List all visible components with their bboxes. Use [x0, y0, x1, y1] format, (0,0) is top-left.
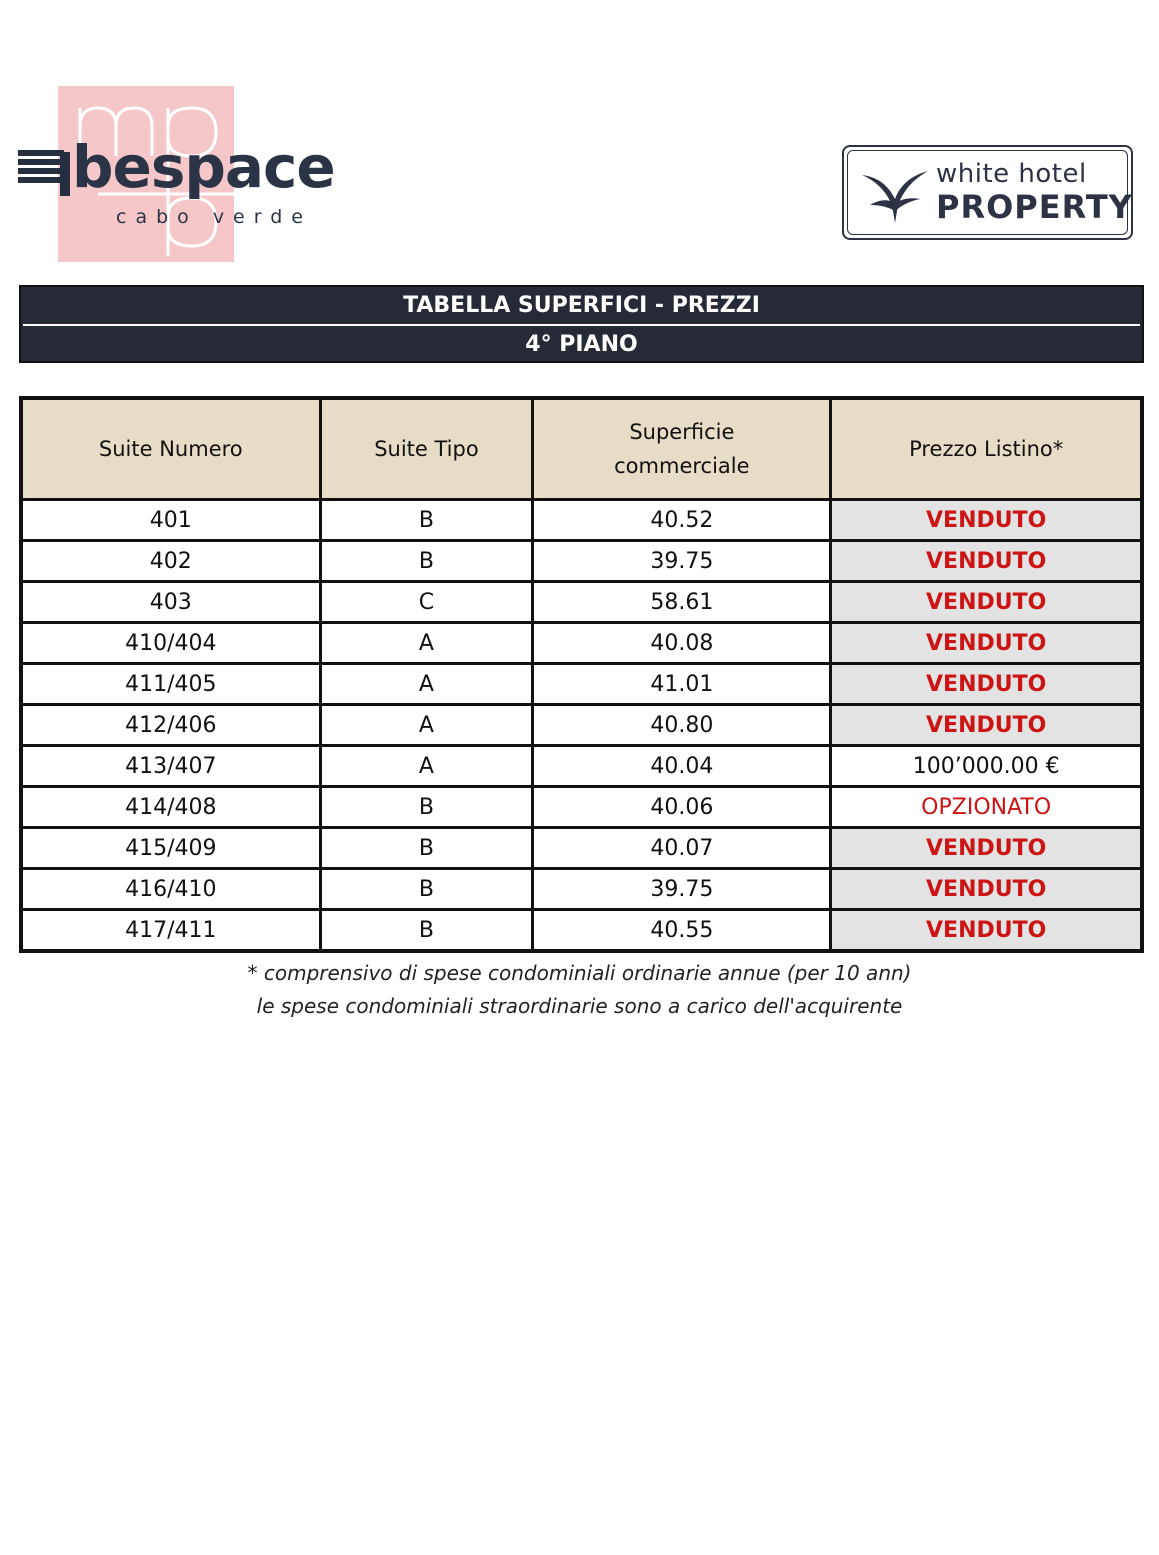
cell-suite-numero: 410/404 [21, 623, 320, 664]
header-prezzo-listino: Prezzo Listino* [831, 398, 1142, 500]
bespace-wordmark: bespace [72, 133, 335, 201]
bespace-tagline: cabo verde [116, 206, 312, 228]
cell-prezzo-listino: VENDUTO [831, 541, 1142, 582]
cell-suite-tipo: C [320, 582, 533, 623]
price-table [19, 396, 1144, 953]
cell-superficie: 40.80 [533, 705, 831, 746]
floor-title: 4° PIANO [525, 332, 638, 357]
cell-superficie: 40.06 [533, 787, 831, 828]
cell-suite-numero: 402 [21, 541, 320, 582]
cell-prezzo-listino: VENDUTO [831, 869, 1142, 910]
cell-suite-numero: 411/405 [21, 664, 320, 705]
table-body [21, 500, 1142, 952]
header-suite-numero: Suite Numero [21, 398, 320, 500]
table-row [21, 500, 1142, 541]
table-row [21, 623, 1142, 664]
cell-superficie: 58.61 [533, 582, 831, 623]
cell-superficie: 39.75 [533, 869, 831, 910]
cell-suite-numero: 403 [21, 582, 320, 623]
cell-prezzo-listino: OPZIONATO [831, 787, 1142, 828]
header-suite-tipo: Suite Tipo [320, 398, 533, 500]
cell-superficie: 40.04 [533, 746, 831, 787]
cell-suite-tipo: B [320, 500, 533, 541]
table-row [21, 705, 1142, 746]
header-superficie-line1: Superficie [629, 420, 735, 444]
table-row [21, 910, 1142, 952]
cell-suite-tipo: B [320, 910, 533, 952]
cell-suite-tipo: B [320, 869, 533, 910]
table-header-row [21, 398, 1142, 500]
cell-superficie: 40.07 [533, 828, 831, 869]
table-row [21, 582, 1142, 623]
table-row [21, 787, 1142, 828]
cell-prezzo-listino: VENDUTO [831, 623, 1142, 664]
table-row [21, 664, 1142, 705]
cell-superficie: 40.55 [533, 910, 831, 952]
star-bird-icon [862, 165, 928, 223]
cell-prezzo-listino: VENDUTO [831, 910, 1142, 952]
footnote-line2: le spese condominiali straordinarie sono a carico dell'acquirente [256, 994, 903, 1018]
cell-prezzo-listino: VENDUTO [831, 500, 1142, 541]
bespace-bars-icon [18, 150, 64, 196]
table-row [21, 746, 1142, 787]
cell-superficie: 39.75 [533, 541, 831, 582]
header-superficie [533, 398, 831, 500]
table-row [21, 541, 1142, 582]
cell-suite-numero: 414/408 [21, 787, 320, 828]
bespace-logo [18, 86, 335, 266]
table-row [21, 828, 1142, 869]
cell-suite-numero: 412/406 [21, 705, 320, 746]
cell-suite-tipo: A [320, 746, 533, 787]
table-row [21, 869, 1142, 910]
cell-superficie: 40.52 [533, 500, 831, 541]
cell-superficie: 41.01 [533, 664, 831, 705]
cell-prezzo-listino: VENDUTO [831, 828, 1142, 869]
table-title-bar [19, 285, 1144, 363]
cell-suite-tipo: A [320, 623, 533, 664]
cell-prezzo-listino: VENDUTO [831, 705, 1142, 746]
cell-suite-numero: 415/409 [21, 828, 320, 869]
cell-prezzo-listino: 100’000.00 € [831, 746, 1142, 787]
cell-suite-tipo: B [320, 541, 533, 582]
cell-suite-tipo: B [320, 787, 533, 828]
logo-white-hotel-text: white hotel [936, 159, 1087, 189]
cell-prezzo-listino: VENDUTO [831, 664, 1142, 705]
cell-superficie: 40.08 [533, 623, 831, 664]
cell-prezzo-listino: VENDUTO [831, 582, 1142, 623]
white-hotel-property-logo [842, 145, 1133, 240]
cell-suite-tipo: A [320, 705, 533, 746]
footnote-line1: * comprensivo di spese condominiali ordinarie annue (per 10 ann) [247, 961, 912, 985]
cell-suite-numero: 416/410 [21, 869, 320, 910]
cell-suite-tipo: B [320, 828, 533, 869]
cell-suite-tipo: A [320, 664, 533, 705]
table-title: TABELLA SUPERFICI - PREZZI [403, 293, 760, 318]
cell-suite-numero: 417/411 [21, 910, 320, 952]
bespace-bar-block [60, 152, 70, 196]
header-superficie-line2: commerciale [614, 454, 750, 478]
cell-suite-numero: 413/407 [21, 746, 320, 787]
cell-suite-numero: 401 [21, 500, 320, 541]
logo-property-text: PROPERTY [936, 188, 1133, 226]
